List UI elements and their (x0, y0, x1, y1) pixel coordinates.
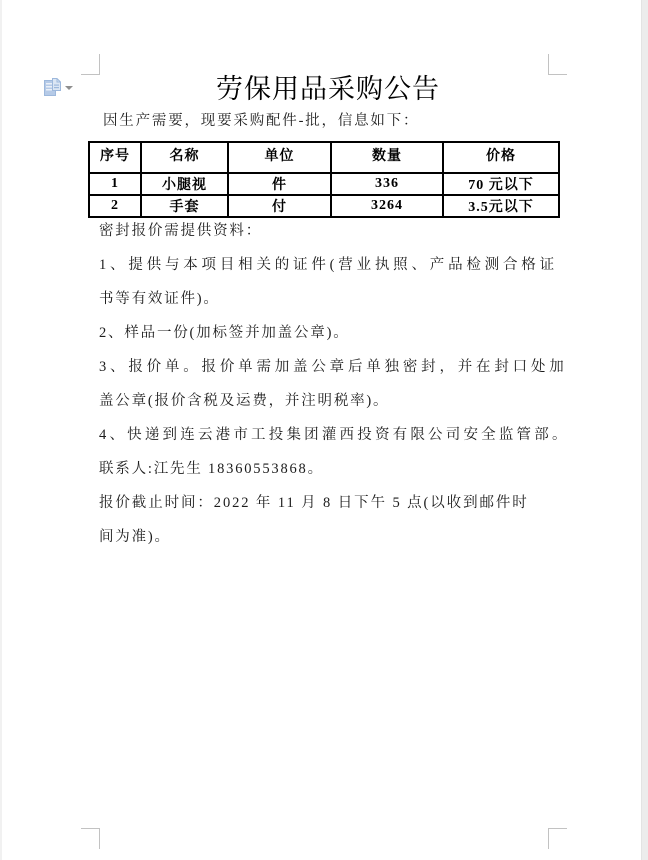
body-line: 书等有效证件)。 (99, 291, 220, 307)
window-left-edge (0, 0, 2, 860)
table-row (89, 195, 559, 217)
document-title: 劳保用品采购公告 (216, 74, 440, 104)
body-line: 2、样品一份(加标签并加盖公章)。 (99, 325, 350, 341)
table-cell: 1 (89, 173, 141, 195)
items-table (88, 141, 560, 218)
margin-crop-mark-top-right (548, 54, 567, 75)
table-cell: 70 元以下 (443, 173, 559, 195)
paste-clipboard-icon (44, 78, 61, 104)
table-header-cell: 名称 (141, 142, 228, 173)
table-cell: 336 (331, 173, 443, 195)
table-header-cell: 序号 (89, 142, 141, 173)
body-line: 3、报价单。报价单需加盖公章后单独密封，并在封口处加 (99, 359, 568, 375)
scrollbar-track[interactable] (641, 0, 648, 860)
body-line: 4、快递到连云港市工投集团灌西投资有限公司安全监管部。 (99, 427, 570, 443)
table-header-cell: 数量 (331, 142, 443, 173)
table-cell: 3.5元以下 (443, 195, 559, 217)
body-line: 密封报价需提供资料： (99, 223, 262, 239)
body-line: 联系人:江先生 18360553868。 (99, 461, 324, 477)
intro-paragraph: 因生产需要，现要采购配件-批，信息如下： (103, 113, 420, 129)
margin-crop-mark-top-left (81, 54, 100, 75)
table-header-cell: 单位 (228, 142, 331, 173)
table-cell: 手套 (141, 195, 228, 217)
table-cell: 小腿视 (141, 173, 228, 195)
body-line: 盖公章(报价含税及运费，并注明税率)。 (99, 393, 390, 409)
paste-options-button[interactable] (40, 75, 76, 103)
table-cell: 件 (228, 173, 331, 195)
table-cell: 付 (228, 195, 331, 217)
chevron-down-icon (65, 86, 73, 90)
table-header-cell: 价格 (443, 142, 559, 173)
body-line: 间为准)。 (99, 529, 171, 545)
margin-crop-mark-bottom-left (81, 828, 100, 849)
body-line: 报价截止时间：2022 年 11 月 8 日下午 5 点(以收到邮件时 (99, 495, 529, 511)
margin-crop-mark-bottom-right (548, 828, 567, 849)
table-header-row (89, 142, 559, 173)
body-line: 1、提供与本项目相关的证件(营业执照、产品检测合格证 (99, 257, 558, 273)
table-row (89, 173, 559, 195)
table-cell: 2 (89, 195, 141, 217)
table-cell: 3264 (331, 195, 443, 217)
